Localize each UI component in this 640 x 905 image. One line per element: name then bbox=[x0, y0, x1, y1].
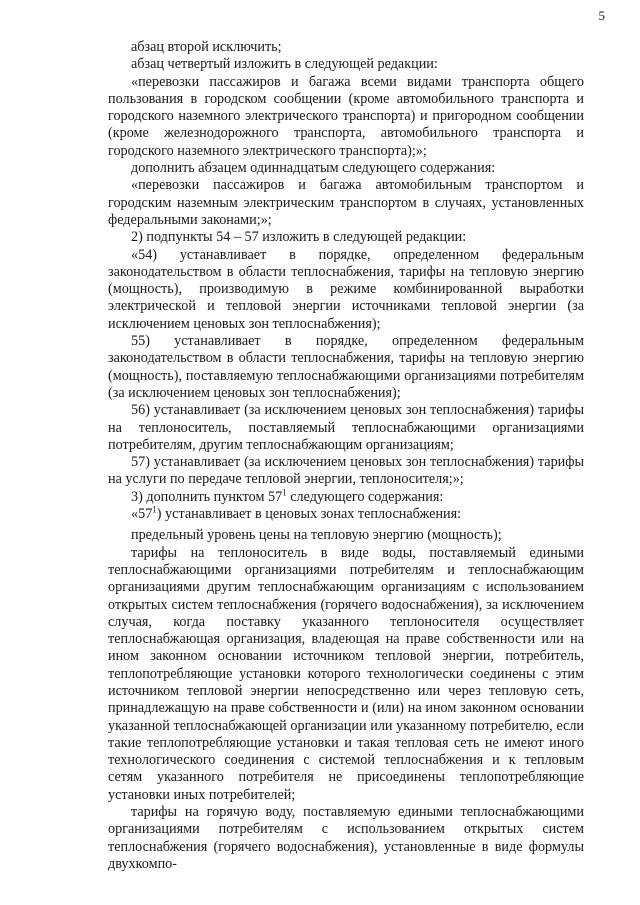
paragraph: «54) устанавливает в порядке, определенном федеральным законодательством в области теплоснабжения, тарифы на тепловую энергию (мощность), производимую в режиме комбинированной выработки электрической и тепловой энергии источниками тепловой энергии (за исключением ценовых зон теплоснабжения); bbox=[108, 246, 584, 332]
page-number: 5 bbox=[598, 8, 605, 23]
paragraph: «перевозки пассажиров и багажа всеми видами транспорта общего пользования в городском сообщении (кроме автомобильного транспорта и городского наземного электрического транспорта) и пригородном сообщении (кроме железнодорожного транспорта, автомобильного транспорта и городского наземного электрического транспорта);»; bbox=[108, 73, 584, 159]
paragraph-text: следующего содержания: bbox=[286, 488, 444, 505]
paragraph: 2) подпункты 54 – 57 изложить в следующей редакции: bbox=[131, 229, 467, 246]
paragraph bbox=[108, 486, 584, 506]
paragraph: тарифы на теплоноситель в виде воды, поставляемый едиными теплоснабжающими организациями потребителям и теплоснабжающим организациями другим теплоснабжающим организациям с использованием открытых систем теплоснабжения (горячего водоснабжения), за исключением случая, когда поставку указанного теплоносителя осуществляет теплоснабжающая организация, владеющая на праве собственности или на ином законном основании источником тепловой энергии, потребитель, теплопотребляющие установки которого технологически соединены с этим источником тепловой энергии непосредственно или через тепловую сеть, принадлежащую на праве собственности и (или) на ином законном основании указанной теплоснабжающей организации или указанному потребителю, если такие теплопотребляющие установки и такая тепловая сеть не имеют иного технологического соединения с системой теплоснабжения и к тепловым сетям указанного потребителя не присоединены теплопотребляющие установки иных потребителей; bbox=[108, 544, 584, 803]
paragraph: 55) устанавливает в порядке, определенном федеральным законодательством в области теплоснабжения, тарифы на тепловую энергию (мощность), поставляемую теплоснабжающими организациями потребителям (за исключением ценовых зон теплоснабжения); bbox=[108, 333, 584, 401]
paragraph: предельный уровень цены на тепловую энергию (мощность); bbox=[131, 527, 502, 544]
paragraph-text: ) устанавливает в ценовых зонах теплоснабжения: bbox=[156, 506, 462, 523]
paragraph bbox=[108, 506, 584, 523]
document-body bbox=[108, 39, 584, 873]
superscript: 1 bbox=[152, 504, 157, 515]
paragraph: «перевозки пассажиров и багажа автомобильным транспортом и городским наземным электрическим транспортом в случаях, установленных федеральными законами;»; bbox=[108, 177, 584, 228]
paragraph: дополнить абзацем одиннадцатым следующего содержания: bbox=[131, 160, 496, 177]
paragraph: тарифы на горячую воду, поставляемую едиными теплоснабжающими организациями потребителям с использованием открытых систем теплоснабжения (горячего водоснабжения), установленные в виде формулы двухкомпо- bbox=[108, 804, 584, 872]
paragraph: 57) устанавливает (за исключением ценовых зон теплоснабжения) тарифы на услуги по передаче тепловой энергии, теплоносителя;»; bbox=[108, 454, 584, 488]
paragraph: абзац второй исключить; bbox=[131, 39, 282, 55]
paragraph-text: «57 bbox=[131, 506, 153, 523]
paragraph: абзац четвертый изложить в следующей редакции: bbox=[131, 56, 438, 73]
paragraph: 56) устанавливает (за исключением ценовых зон теплоснабжения) тарифы на теплоноситель, поставляемый теплоснабжающими организациями потребителям, другим теплоснабжающим организациям; bbox=[108, 402, 584, 453]
paragraph-text: 3) дополнить пунктом 57 bbox=[131, 488, 283, 505]
superscript: 1 bbox=[282, 486, 287, 497]
